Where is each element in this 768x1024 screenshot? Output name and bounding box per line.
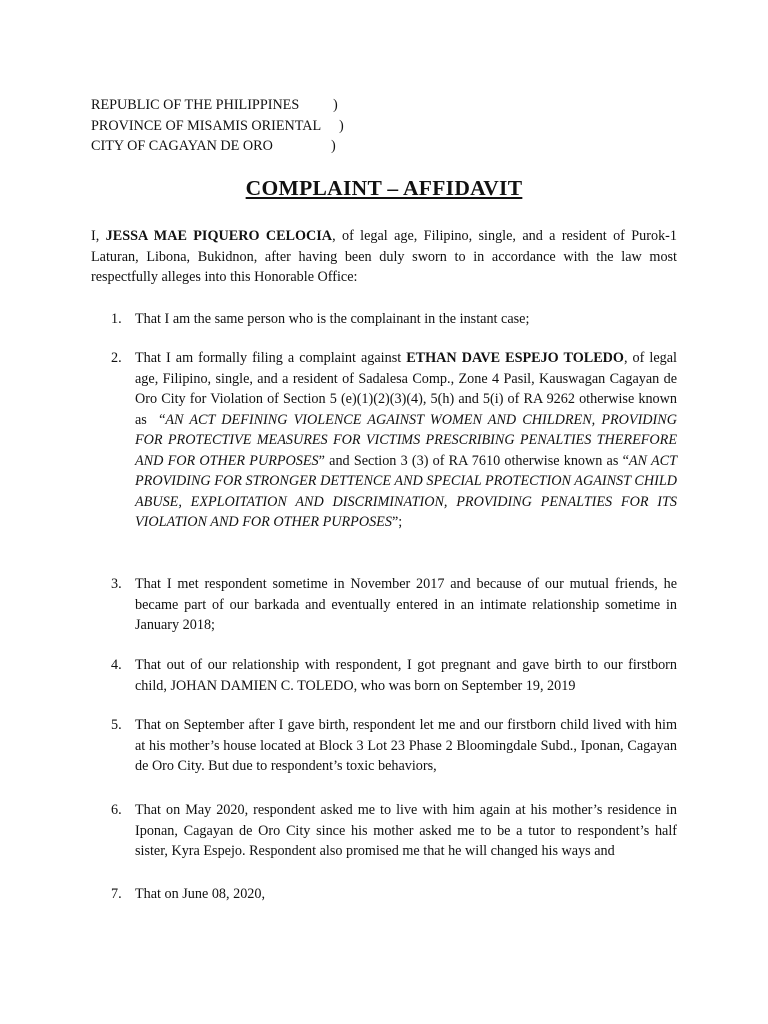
item-number: 1. xyxy=(111,311,122,327)
venue-paren: ) xyxy=(331,138,336,154)
item-text: That I met respondent sometime in November 2017 and because of our mutual friends, he became part of our barkada and eventually entered in an intimate relationship sometime in January 2018; xyxy=(135,576,677,633)
venue-city: CITY OF CAGAYAN DE ORO xyxy=(91,138,273,154)
item-text: That out of our relationship with respondent, I got pregnant and gave birth to our firstborn child, JOHAN DAMIEN C. TOLEDO, who was born on September 19, 2019 xyxy=(135,657,677,694)
document-title: COMPLAINT – AFFIDAVIT xyxy=(245,176,523,200)
item-number: 3. xyxy=(111,576,122,592)
venue-republic: REPUBLIC OF THE PHILIPPINES xyxy=(91,97,300,113)
item-number: 6. xyxy=(111,802,122,818)
respondent-name: ETHAN DAVE ESPEJO TOLEDO xyxy=(406,350,624,366)
list-item xyxy=(91,309,677,330)
item-text: That on June 08, 2020, xyxy=(135,886,266,902)
list-item xyxy=(91,348,677,533)
venue-line-republic xyxy=(91,95,338,116)
item-text: That I am the same person who is the complainant in the instant case; xyxy=(135,311,530,327)
list-item xyxy=(91,655,677,696)
item-number: 4. xyxy=(111,657,122,673)
list-item xyxy=(91,715,677,777)
venue-line-province xyxy=(91,116,344,137)
item-number: 2. xyxy=(111,350,122,366)
ra9262-title: AN ACT DEFINING VIOLENCE AGAINST WOMEN AND CHILDREN, PROVIDING FOR PROTECTIVE MEASURES FOR VICTIMS PRESCRIBING PENALTIES THEREFORE AND FOR OTHER PURPOSES xyxy=(135,411,677,469)
item-number: 5. xyxy=(111,717,122,733)
venue-paren: ) xyxy=(339,117,344,134)
item-text: That on May 2020, respondent asked me to live with him again at his mother’s residence in Iponan, Cagayan de Oro City since his mother asked me to be a tutor to respondent’s half sister, Kyra Espejo. Respondent also promised me that he will changed his ways and xyxy=(135,802,677,859)
list-item xyxy=(91,800,677,862)
intro-paragraph xyxy=(91,226,677,288)
venue-paren: ) xyxy=(333,97,338,113)
list-item xyxy=(91,884,677,905)
item-text: That I am formally filing a complaint against ETHAN DAVE ESPEJO TOLEDO, of legal age, Filipino, single, and a resident of Sadalesa Comp., Zone 4 Pasil, Kauswagan Cagayan de Oro City for Violation of Section 5 (e)(1)(2)(3)(4), 5(h) and 5(i) of RA 9262 otherwise known as “AN ACT DEFINING VIOLENCE AGAINST WOMEN AND CHILDREN, PROVIDING FOR PROTECTIVE MEASURES FOR VICTIMS PRESCRIBING PENALTIES THEREFORE AND FOR OTHER PURPOSES” and Section 3 (3) of RA 7610 otherwise known as “AN ACT PROVIDING FOR STRONGER DETTENCE AND SPECIAL PROTECTION AGAINST CHILD ABUSE, EXPLOITATION AND DISCRIMINATION, PROVIDING PENALTIES FOR ITS VIOLATION AND FOR OTHER PURPOSES”; xyxy=(135,350,677,530)
intro-text: , of legal age, Filipino, single, and a resident of Purok-1 Laturan, Libona, Bukidnon, after having been duly sworn to in accordance with the law most respectfully alleges into this Honorable Office: xyxy=(91,228,677,285)
venue-line-city xyxy=(91,136,336,157)
venue-block xyxy=(91,95,344,157)
item-number: 7. xyxy=(111,886,122,902)
list-item xyxy=(91,574,677,636)
ra7610-title: AN ACT PROVIDING FOR STRONGER DETTENCE AND SPECIAL PROTECTION AGAINST CHILD ABUSE, EXPLOITATION AND DISCRIMINATION, PROVIDING PENALTIES FOR ITS VIOLATION AND FOR OTHER PURPOSES xyxy=(135,452,677,530)
venue-province: PROVINCE OF MISAMIS ORIENTAL xyxy=(91,117,322,134)
item-text: That on September after I gave birth, respondent let me and our firstborn child lived with him at his mother’s house located at Block 3 Lot 23 Phase 2 Bloomingdale Subd., Iponan, Cagayan de Oro City. But due to respondent’s toxic behaviors, xyxy=(135,717,677,774)
intro-prefix: I, xyxy=(91,228,106,244)
affiant-name: JESSA MAE PIQUERO CELOCIA xyxy=(105,228,333,244)
